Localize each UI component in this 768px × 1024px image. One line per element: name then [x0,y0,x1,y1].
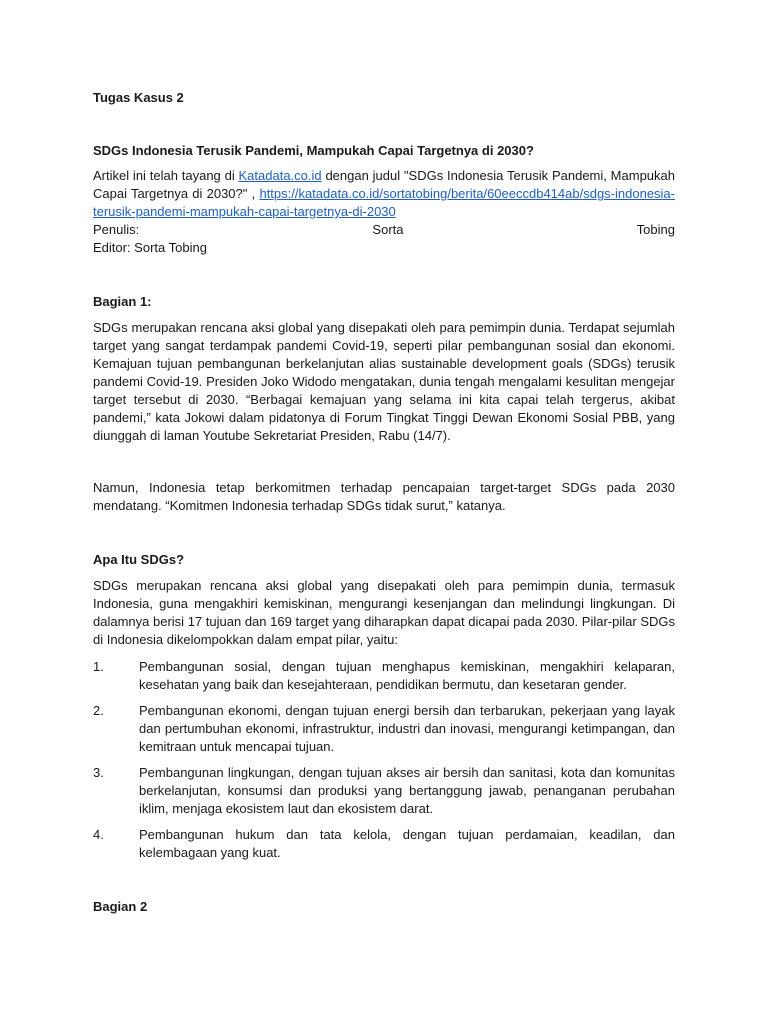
penulis-label: Penulis: [93,222,140,237]
katadata-link[interactable]: Katadata.co.id [238,168,322,183]
list-item-text: Pembangunan hukum dan tata kelola, dengan tujuan perdamaian, keadilan, dan kelembagaan yang kuat. [139,827,675,860]
penulis-last-name: Tobing [636,222,675,237]
document-heading: Tugas Kasus 2 [93,90,184,105]
intro-paragraph [93,167,675,221]
penulis-line [93,221,675,239]
list-item [93,826,675,862]
article-title: SDGs Indonesia Terusik Pandemi, Mampukah Capai Targetnya di 2030? [93,143,534,158]
list-item [93,658,675,694]
list-item [93,764,675,818]
list-item-number: 4. [93,827,104,842]
article-url-link[interactable]: https://katadata.co.id/sortatobing/berita/60eeccdb414ab/sdgs-indonesia-terusik-pandemi-mampukah-capai-targetnya-di-2030 [93,186,675,219]
editor-line: Editor: Sorta Tobing [93,240,207,255]
list-item-text: Pembangunan sosial, dengan tujuan menghapus kemiskinan, mengakhiri kelaparan, kesehatan yang baik dan kesejahteraan, pendidikan bermutu, dan kesetaran gender. [139,659,675,692]
list-item-text: Pembangunan lingkungan, dengan tujuan akses air bersih dan sanitasi, kota dan komunitas berkelanjutan, konsumsi dan produksi yang bertanggung jawab, penanganan perubahan iklim, menjaga ekosistem laut dan ekosistem darat. [139,765,675,816]
list-item-text: Pembangunan ekonomi, dengan tujuan energi bersih dan terbarukan, pekerjaan yang layak dan pertumbuhan ekonomi, infrastruktur, industri dan inovasi, mengurangi ketimpangan, dan kemitraan untuk mencapai tujuan. [139,703,675,754]
intro-middle: dengan judul "SDGs Indonesia Terusik Pandemi, Mampukah Capai Targetnya di 2030?" , [93,168,675,201]
pillars-list [93,658,675,862]
bagian1-heading: Bagian 1: [93,294,152,309]
intro-prefix: Artikel ini telah tayang di [93,168,239,183]
list-item-number: 3. [93,765,104,780]
list-item-number: 1. [93,659,104,674]
bagian1-paragraph-1: SDGs merupakan rencana aksi global yang disepakati oleh para pemimpin dunia. Terdapat sejumlah target yang sangat terdampak pandemi Covid-19, seperti pilar pembangunan sosial dan ekonomi. Kemajuan tujuan pembangunan berkelanjutan alias sustainable development goals (SDGs) terusik pandemi Covid-19. Presiden Joko Widodo mengatakan, dunia tengah mengalami kesulitan mengejar target tersebut di 2030. “Berbagai kemajuan yang selama ini kita capai telah tergerus, akibat pandemi,” kata Jokowi dalam pidatonya di Forum Tingkat Tinggi Dewan Ekonomi Sosial PBB, yang diunggah di laman Youtube Sekretariat Presiden, Rabu (14/7). [93,320,675,443]
bagian2-heading: Bagian 2 [93,899,148,914]
document-body [93,89,675,916]
penulis-first-name: Sorta [372,222,404,237]
apa-itu-sdgs-paragraph: SDGs merupakan rencana aksi global yang disepakati oleh para pemimpin dunia, termasuk Indonesia, guna mengakhiri kemiskinan, mengurangi kesenjangan dan melindungi lingkungan. Di dalamnya berisi 17 tujuan dan 169 target yang diharapkan dapat dicapai pada 2030. Pilar-pilar SDGs di Indonesia dikelompokkan dalam empat pilar, yaitu: [93,578,675,647]
apa-itu-sdgs-heading: Apa Itu SDGs? [93,552,185,567]
list-item [93,702,675,756]
bagian1-paragraph-2: Namun, Indonesia tetap berkomitmen terhadap pencapaian target-target SDGs pada 2030 mendatang. “Komitmen Indonesia terhadap SDGs tidak surut,” katanya. [93,480,675,513]
list-item-number: 2. [93,703,104,718]
